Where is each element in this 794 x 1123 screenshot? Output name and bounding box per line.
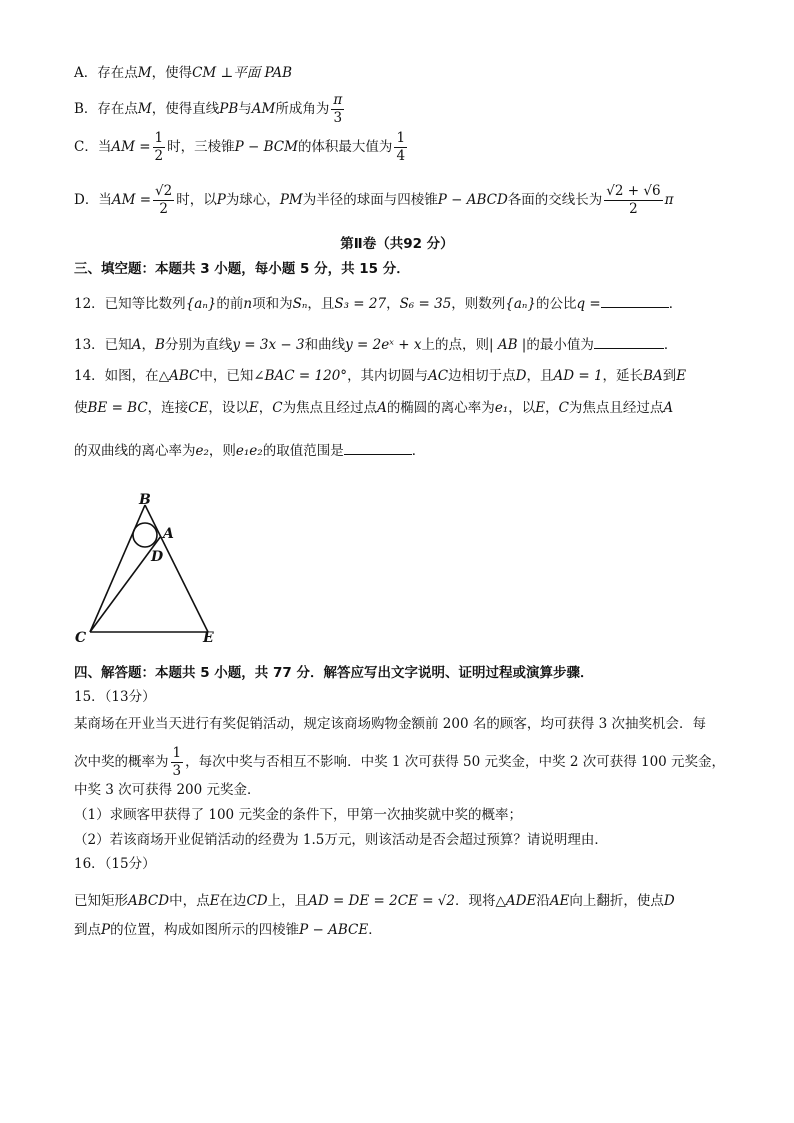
question-15-line-1: 某商场在开业当天进行有奖促销活动，规定该商场购物金额前 200 名的顾客，均可获得 3 次抽奖机会．每: [74, 716, 707, 732]
question-15-header: 15．（13分）: [74, 689, 156, 705]
fraction: $\frac{1}{2}$: [154, 130, 164, 164]
segment-be: [145, 505, 208, 632]
question-15-subquestion-2: （2）若该商场开业促销活动的经费为 1.5万元，则该活动是否会超过预算？请说明理由．: [74, 832, 608, 848]
option-d: D．当AM = $\frac{√2}{2}$ 时，以P为球心，PM为半径的球面与四棱锥P − ABCD各面的交线长为 $\frac{√2 + √6}{2}$ π: [74, 183, 674, 217]
option-b: B．存在点M，使得直线PB与AM所成角为 $\frac{\pi}{3}$: [74, 92, 343, 126]
section-title-part2: 第Ⅱ卷（共92 分）: [340, 236, 454, 252]
answer-blank[interactable]: [594, 334, 664, 349]
section-title-solutions: 四、解答题：本题共 5 小题，共 77 分．解答应写出文字说明、证明过程或演算步骤．: [74, 665, 594, 681]
fraction: $\frac{√2}{2}$: [155, 183, 173, 217]
label-e: E: [203, 630, 214, 646]
question-15-line-2: 次中奖的概率为 $\frac{1}{3}$ ，每次中奖与否相互不影响．中奖 1 次可获得 50 元奖金，中奖 2 次可获得 100 元奖金，: [74, 745, 726, 779]
section-title-fill-in: 三、填空题：本题共 3 小题，每小题 5 分，共 15 分．: [74, 261, 410, 277]
triangle-figure: [70, 485, 230, 650]
question-16-line-1: 已知矩形ABCD中，点E在边CD上，且AD = DE = 2CE = √2．现将△ADE沿AE向上翻折，使点D: [74, 893, 675, 909]
label-c: C: [75, 630, 87, 646]
fraction: $\frac{1}{3}$: [172, 745, 182, 779]
answer-blank[interactable]: [344, 440, 412, 455]
question-14-line-1: 14．如图，在△ABC中，已知∠BAC = 120°，其内切圆与AC边相切于点D，且AD = 1，延长BA到E: [74, 368, 687, 384]
option-c: C．当AM = $\frac{1}{2}$ 时，三棱锥P − BCM的体积最大值为 $\frac{1}{4}$: [74, 130, 406, 164]
question-12: 12．已知等比数列{aₙ}的前n项和为Sₙ，且S₃ = 27，S₆ = 35，则数列{aₙ}的公比q = ．: [74, 293, 682, 314]
label-d: D: [151, 549, 164, 565]
label-b: B: [139, 492, 151, 508]
question-16-header: 16．（15分）: [74, 856, 156, 872]
question-14-line-3: 的双曲线的离心率为e₂，则e₁e₂的取值范围是 ．: [74, 440, 425, 461]
incircle: [133, 523, 157, 547]
fraction: $\frac{√2 + √6}{2}$: [606, 183, 661, 217]
label-a: A: [163, 526, 174, 542]
option-a: A．存在点M，使得CM ⊥平面 PAB: [74, 65, 293, 81]
question-13: 13．已知A，B分别为直线y = 3x − 3和曲线y = 2eˣ + x上的点，则| AB |的最小值为 ．: [74, 334, 677, 355]
question-16-line-2: 到点P的位置，构成如图所示的四棱锥P − ABCE．: [74, 922, 382, 938]
fraction: $\frac{1}{4}$: [396, 130, 406, 164]
question-14-line-2: 使BE = BC，连接CE，设以E，C为焦点且经过点A的椭圆的离心率为e₁，以E，C为焦点且经过点A: [74, 400, 674, 416]
answer-blank[interactable]: [601, 293, 669, 308]
fraction: $\frac{\pi}{3}$: [333, 92, 343, 126]
question-15-line-3: 中奖 3 次可获得 200 元奖金．: [74, 782, 261, 798]
question-15-subquestion-1: （1）求顾客甲获得了 100 元奖金的条件下，甲第一次抽奖就中奖的概率；: [74, 807, 522, 823]
